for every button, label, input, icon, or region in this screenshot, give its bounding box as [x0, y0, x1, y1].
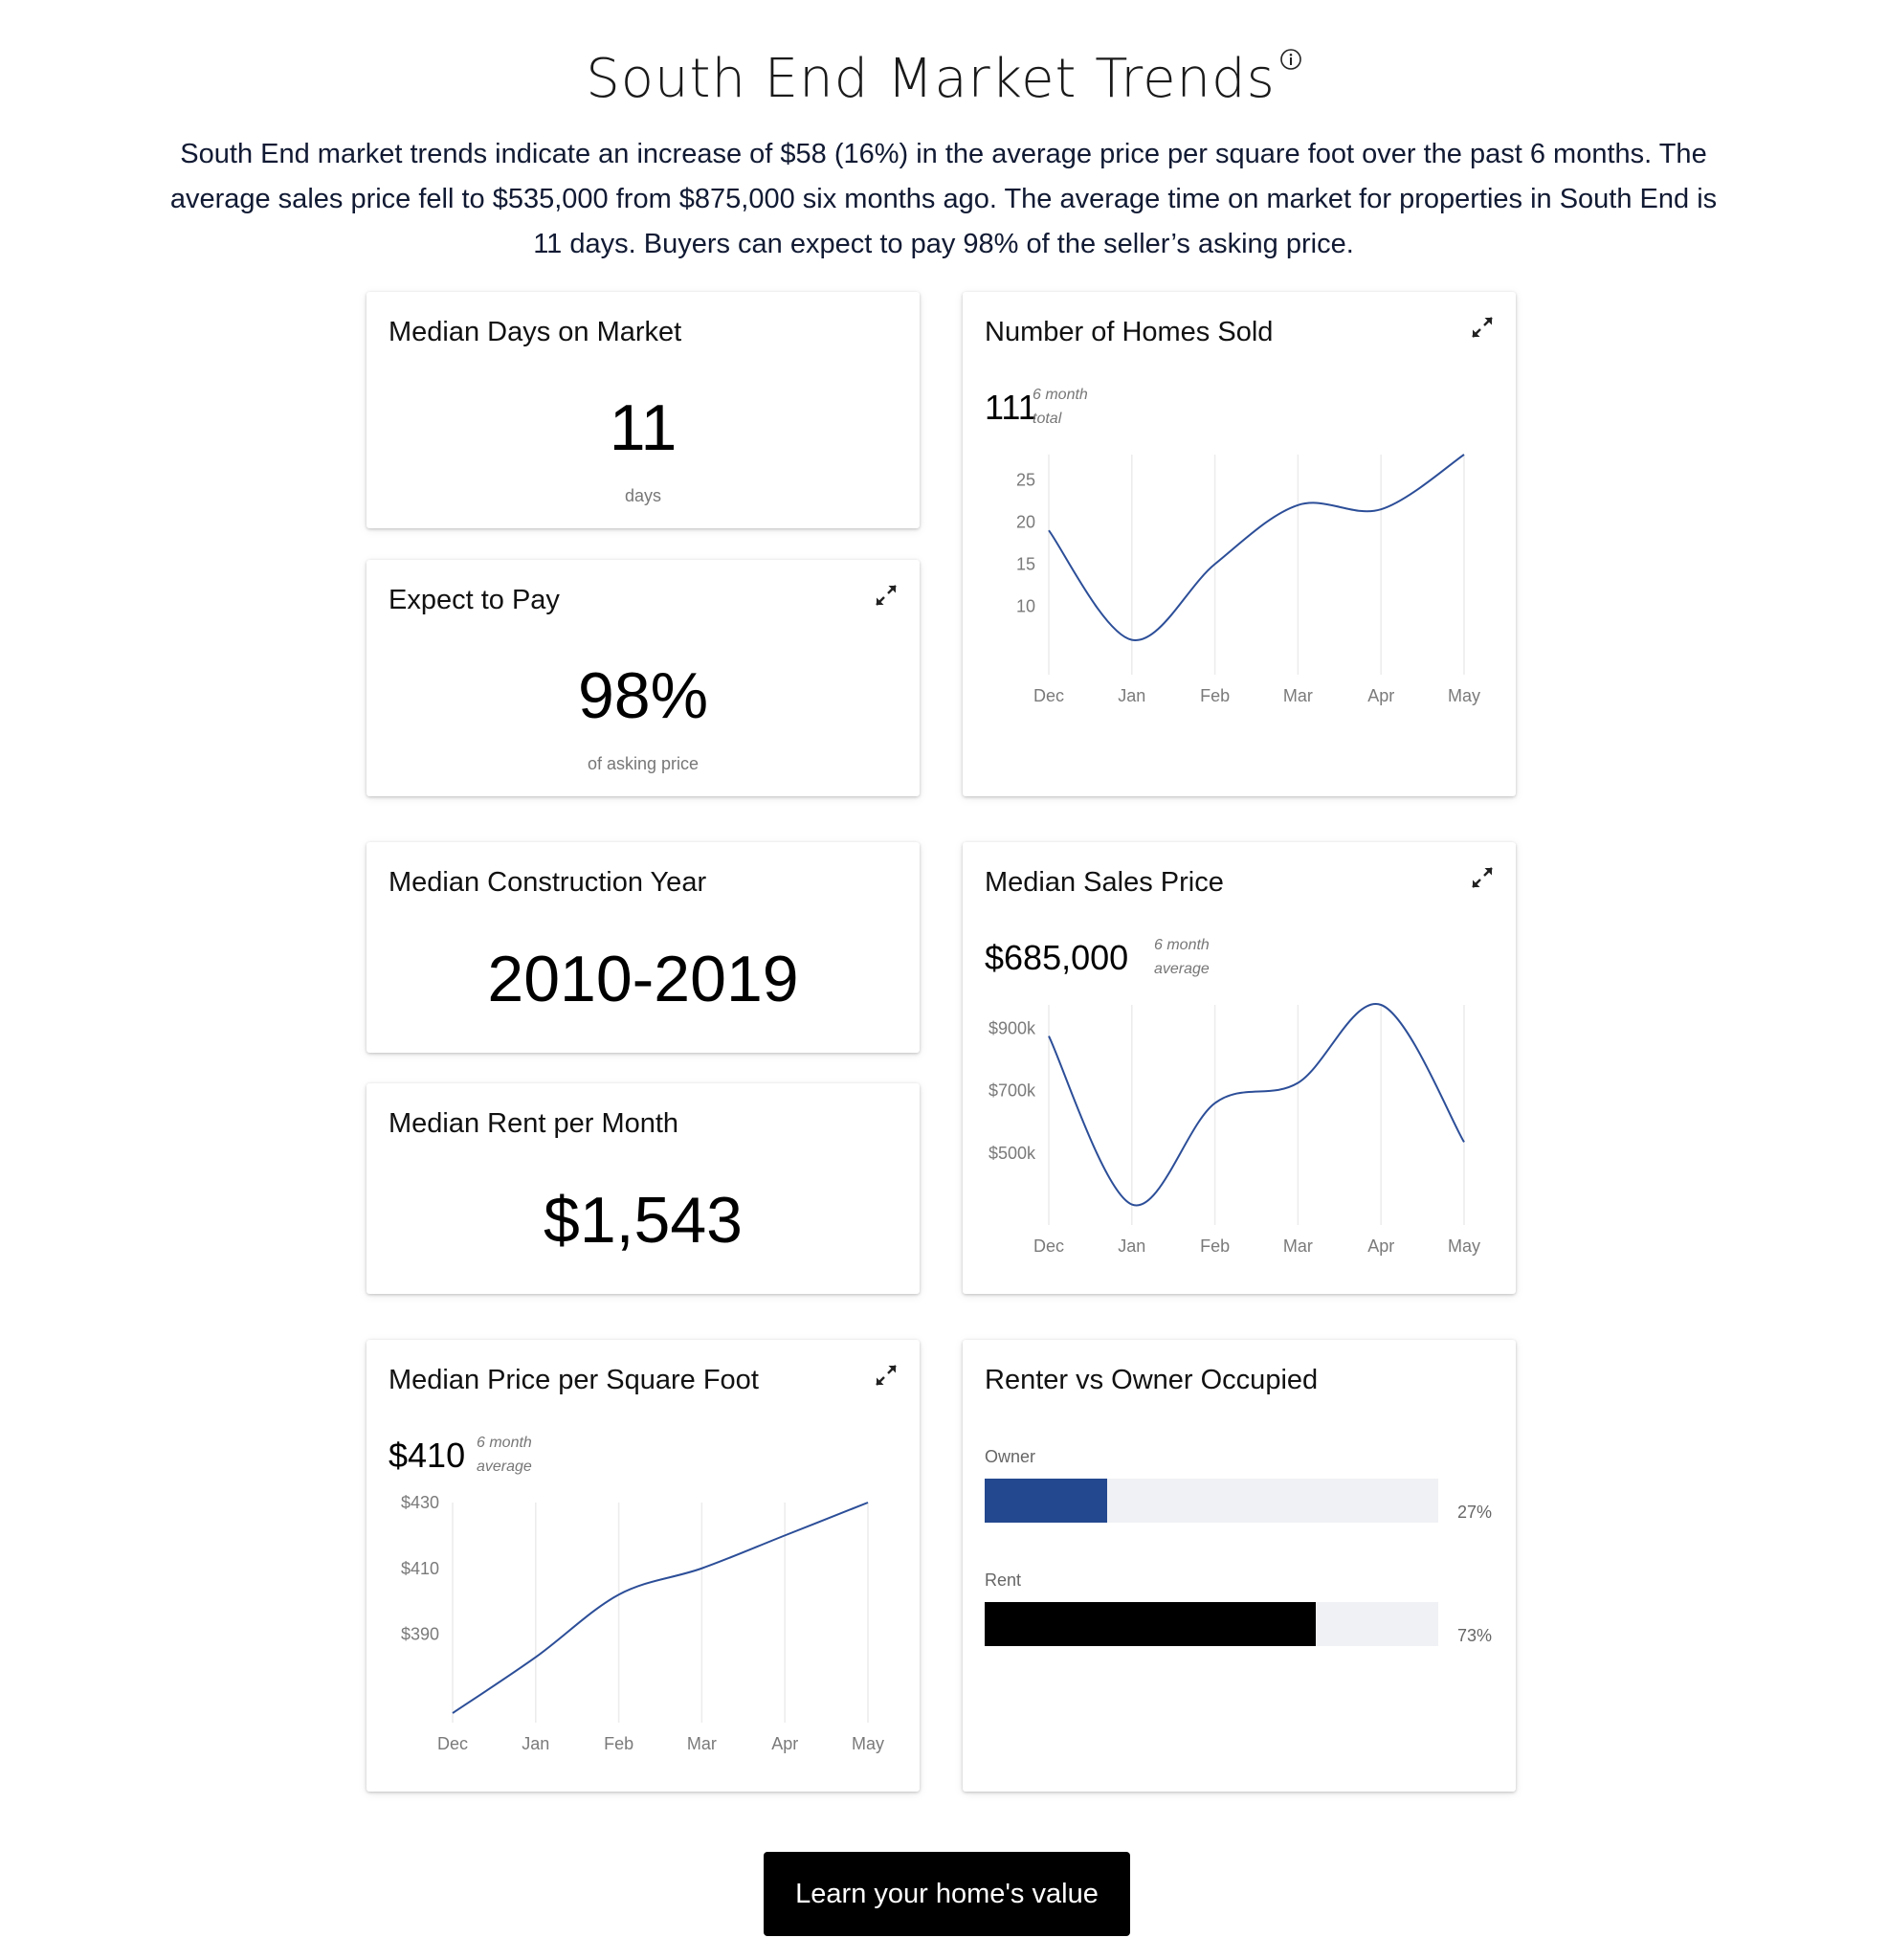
rent-card [366, 1083, 920, 1294]
series-line [453, 1503, 868, 1713]
occupancy-card [963, 1340, 1516, 1792]
expect-to-pay-unit: of asking price [587, 754, 700, 773]
y-tick-label: 25 [1015, 470, 1035, 490]
card-title: Median Price per Square Foot [389, 1365, 759, 1395]
days-on-market-card [366, 292, 920, 528]
homes-sold-value: 111 [985, 388, 1037, 427]
rent-bar [985, 1602, 1438, 1646]
x-tick-label: Dec [1033, 686, 1065, 705]
x-tick-label: Dec [1033, 1236, 1065, 1256]
x-tick-label: Feb [1200, 1236, 1231, 1256]
homes-sold-chart [963, 435, 1516, 723]
construction-year-value: 2010-2019 [487, 943, 799, 1015]
note-line: 6 month [1154, 937, 1210, 953]
x-tick-label: May [851, 1734, 885, 1753]
card-title: Renter vs Owner Occupied [985, 1365, 1319, 1395]
x-tick-label: Apr [1367, 686, 1395, 705]
x-tick-label: Jan [1118, 686, 1146, 705]
card-title: Expect to Pay [389, 585, 560, 615]
x-tick-label: May [1447, 686, 1481, 705]
learn-home-value-button[interactable]: Learn your home's value [764, 1852, 1130, 1936]
note-line: average [1154, 961, 1210, 977]
homes-sold-card [963, 292, 1516, 796]
market-summary: South End market trends indicate an increase of $58 (16%) in the average price per square foot over the past 6 months. The average sales price fell to $535,000 from $875,000 six months ago. The average time on market for properties in South End is 11 days. Buyers can expect to pay 98% of the seller’s asking price. [169, 139, 1718, 259]
y-tick-label: $900k [988, 1018, 1035, 1038]
x-tick-label: May [1447, 1236, 1481, 1256]
rent-bar-fill [985, 1602, 1316, 1646]
series-line [1049, 455, 1464, 640]
sales-price-note [1154, 933, 1210, 981]
price-sqft-note [477, 1431, 532, 1479]
owner-percent: 27% [1457, 1503, 1493, 1522]
owner-bar-fill [985, 1479, 1107, 1523]
x-tick-label: Dec [436, 1734, 469, 1753]
x-tick-label: Mar [1282, 686, 1313, 705]
page-title [0, 48, 1888, 110]
y-tick-label: 10 [1015, 596, 1035, 616]
card-title: Median Rent per Month [389, 1108, 679, 1139]
card-title: Number of Homes Sold [985, 317, 1274, 347]
card-title: Median Construction Year [389, 867, 707, 898]
note-line: total [1033, 411, 1062, 427]
info-circle-icon[interactable] [1279, 48, 1302, 71]
expand-icon[interactable] [874, 1363, 899, 1388]
y-tick-label: $500k [988, 1143, 1035, 1163]
y-tick-label: $700k [988, 1080, 1035, 1101]
sales-price-chart [963, 986, 1516, 1273]
x-tick-label: Apr [771, 1734, 799, 1753]
x-tick-label: Apr [1367, 1236, 1395, 1256]
x-tick-label: Feb [604, 1734, 634, 1753]
y-tick-label: $390 [400, 1624, 439, 1644]
y-tick-label: $430 [400, 1493, 439, 1512]
price-sqft-chart [366, 1483, 920, 1771]
owner-bar [985, 1479, 1438, 1523]
expand-icon[interactable] [1470, 315, 1495, 340]
y-tick-label: 20 [1015, 512, 1035, 532]
days-on-market-unit: days [624, 486, 662, 505]
homes-sold-note [1033, 383, 1088, 431]
page-title-text: South End Market Trends [586, 48, 1276, 110]
x-tick-label: Feb [1200, 686, 1231, 705]
x-tick-label: Jan [522, 1734, 550, 1753]
note-line: 6 month [1033, 387, 1088, 403]
expect-to-pay-card [366, 560, 920, 796]
y-tick-label: $410 [400, 1558, 439, 1578]
rent-percent: 73% [1457, 1626, 1493, 1645]
expand-icon[interactable] [1470, 865, 1495, 890]
y-tick-label: 15 [1015, 554, 1035, 574]
series-line [1049, 1004, 1464, 1206]
x-tick-label: Mar [1282, 1236, 1313, 1256]
owner-label: Owner [985, 1447, 1036, 1466]
card-title: Median Days on Market [389, 317, 682, 347]
x-tick-label: Mar [686, 1734, 717, 1753]
note-line: average [477, 1459, 532, 1475]
expand-icon[interactable] [874, 583, 899, 608]
x-tick-label: Jan [1118, 1236, 1146, 1256]
price-sqft-card [366, 1340, 920, 1792]
expect-to-pay-value: 98% [577, 659, 709, 732]
days-on-market-value: 11 [609, 391, 677, 464]
price-sqft-value: $410 [389, 1436, 466, 1475]
rent-value: $1,543 [544, 1184, 743, 1257]
note-line: 6 month [477, 1435, 532, 1451]
rent-label: Rent [985, 1570, 1022, 1590]
sales-price-value: $685,000 [985, 938, 1129, 977]
sales-price-card [963, 842, 1516, 1294]
card-title: Median Sales Price [985, 867, 1224, 898]
construction-year-card [366, 842, 920, 1053]
